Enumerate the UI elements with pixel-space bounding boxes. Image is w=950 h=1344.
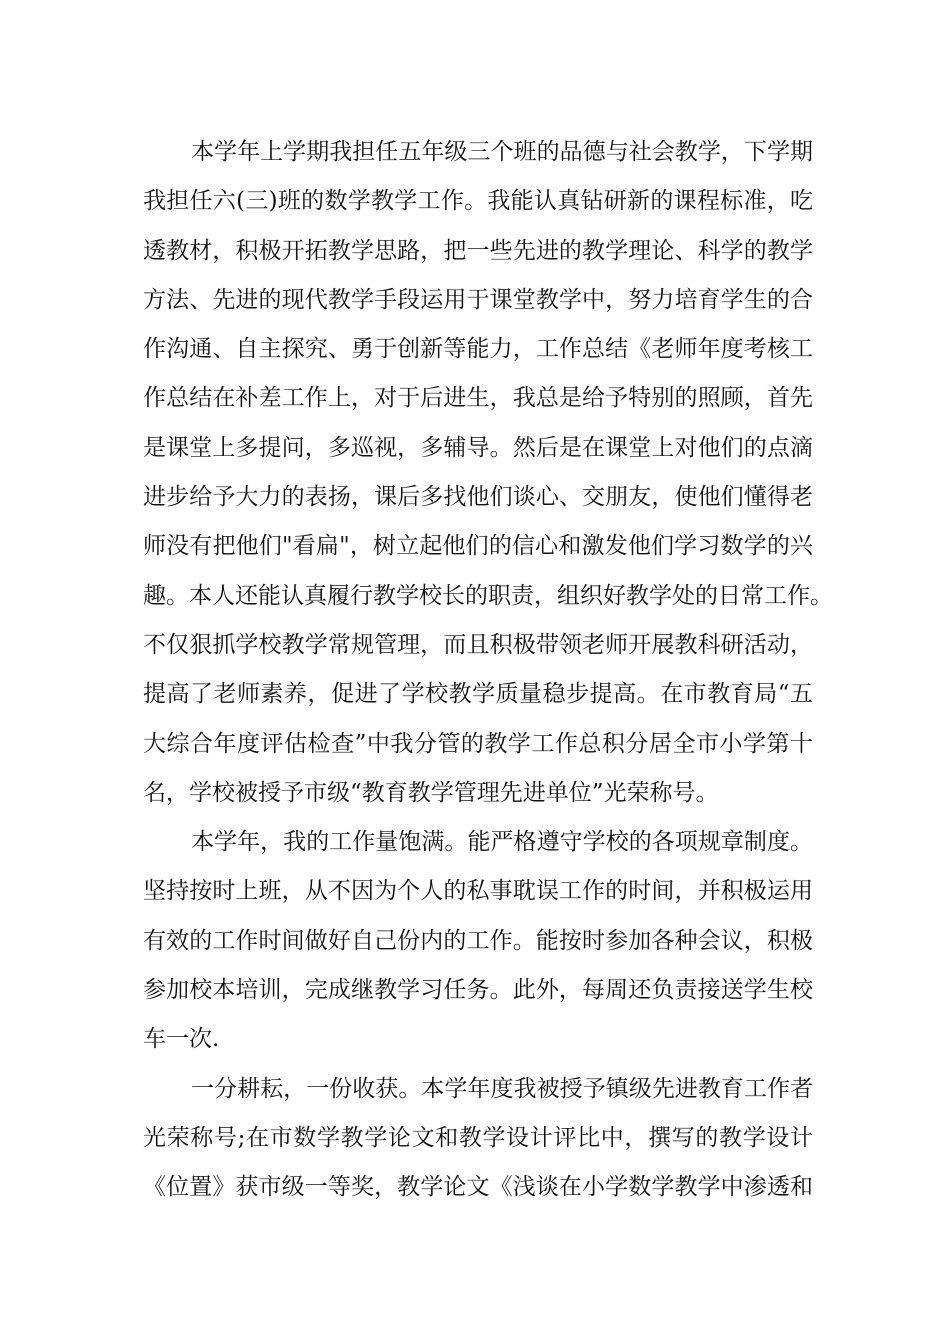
paragraph-achievements (143, 1065, 813, 1213)
text-line: 透教材，积极开拓教学思路，把一些先进的教学理论、科学的教学 (143, 237, 813, 264)
text-line: 作沟通、自主探究、勇于创新等能力，工作总结《老师年度考核工 (143, 336, 813, 363)
text-line: 作总结在补差工作上，对于后进生，我总是给予特别的照顾，首先 (143, 385, 813, 412)
text-line: 坚持按时上班，从不因为个人的私事耽误工作的时间，并积极运用 (143, 878, 813, 905)
text-line: 参加校本培训，完成继教学习任务。此外，每周还负责接送学生校 (143, 977, 813, 1004)
text-line: 《位置》获市级一等奖，教学论文《浅谈在小学数学教学中渗透和 (143, 1174, 813, 1201)
text-line: 不仅狠抓学校教学常规管理，而且积极带领老师开展教科研活动， (143, 631, 813, 658)
text-line: 师没有把他们"看扁"，树立起他们的信心和激发他们学习数学的兴 (143, 533, 813, 560)
text-line: 提高了老师素养，促进了学校教学质量稳步提高。在市教育局“五 (143, 681, 813, 708)
text-line: 本学年上学期我担任五年级三个班的品德与社会教学，下学期 (191, 139, 813, 165)
text-line: 进步给予大力的表扬，课后多找他们谈心、交朋友，使他们懂得老 (143, 484, 813, 511)
text-line: 有效的工作时间做好自己份内的工作。能按时参加各种会议，积极 (143, 927, 813, 954)
text-line: 我担任六(三)班的数学教学工作。我能认真钻研新的课程标准，吃 (143, 188, 813, 215)
text-line: 方法、先进的现代教学手段运用于课堂教学中，努力培育学生的合 (143, 286, 813, 313)
text-line: 本学年，我的工作量饱满。能严格遵守学校的各项规章制度。 (191, 829, 813, 856)
text-line: 趣。本人还能认真履行教学校长的职责，组织好教学处的日常工作。 (143, 582, 833, 609)
text-line: 名，学校被授予市级“教育教学管理先进单位”光荣称号。 (143, 779, 719, 806)
document-body (143, 128, 833, 1213)
text-line: 光荣称号;在市数学教学论文和教学设计评比中，撰写的教学设计 (143, 1124, 813, 1151)
text-line: 车一次. (143, 1026, 220, 1053)
text-line: 大综合年度评估检查”中我分管的教学工作总积分居全市小学第十 (143, 730, 813, 757)
text-line: 一分耕耘，一份收获。本学年度我被授予镇级先进教育工作者 (191, 1075, 813, 1102)
text-line: 是课堂上多提问，多巡视，多辅导。然后是在课堂上对他们的点滴 (143, 434, 813, 461)
paragraph-teaching-work (143, 128, 833, 818)
paragraph-workload (143, 818, 813, 1064)
